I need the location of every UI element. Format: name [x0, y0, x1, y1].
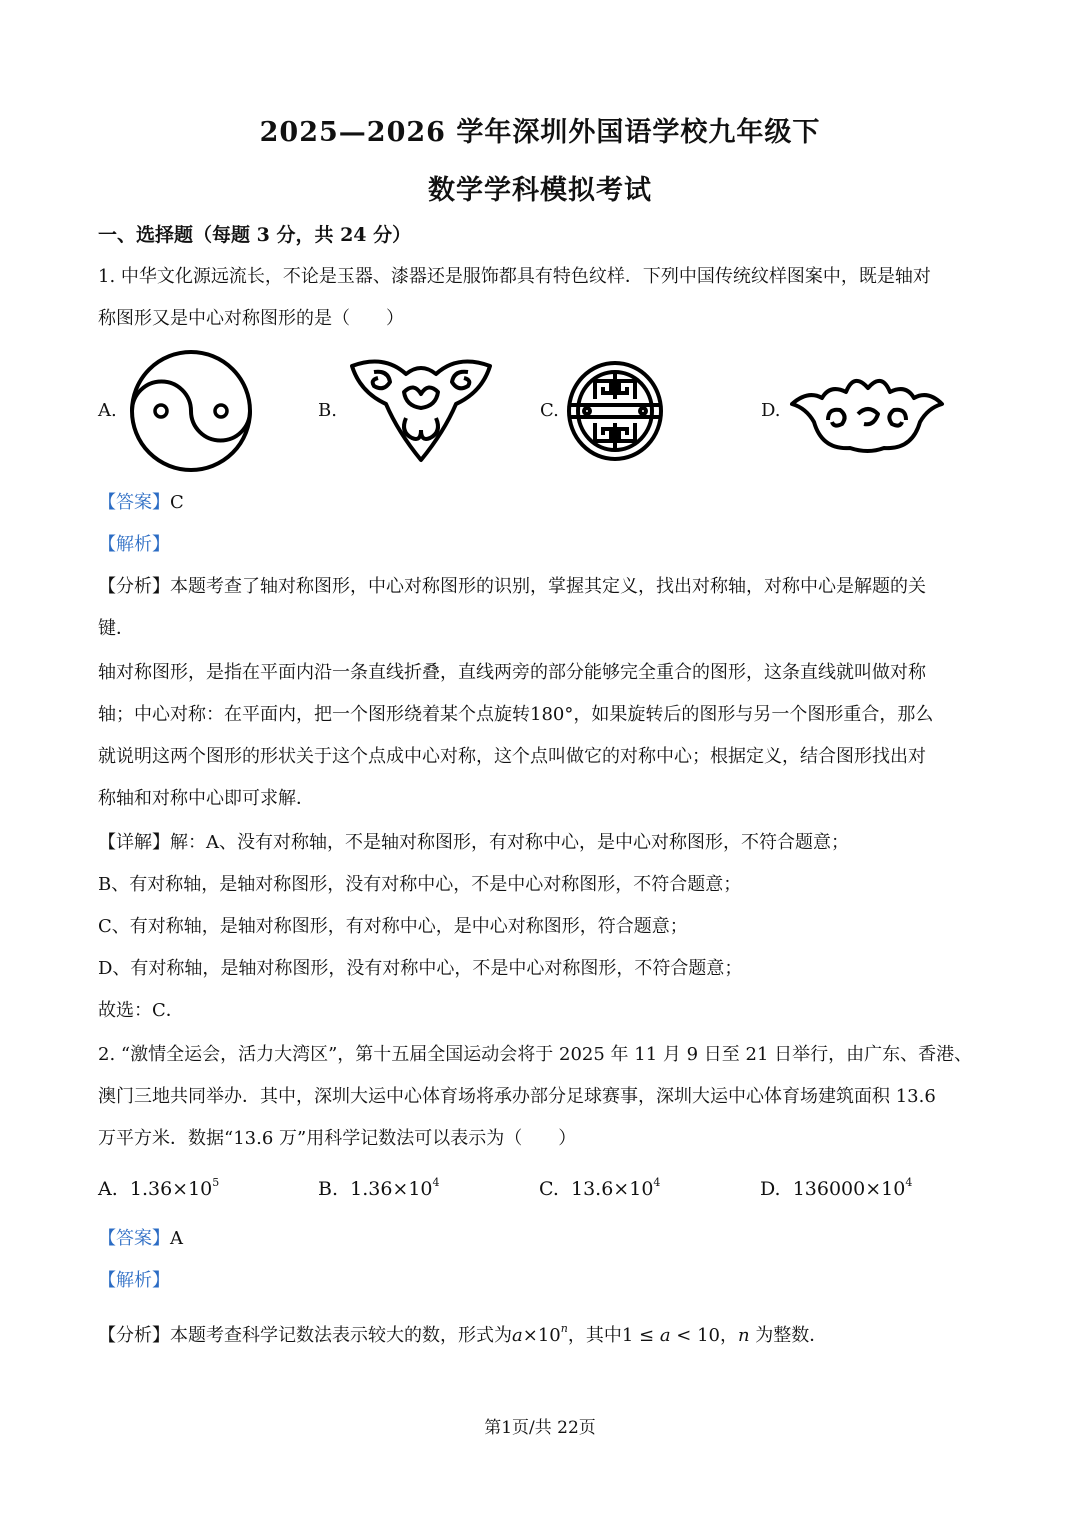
- q1-text-line1: 1. 中华文化源远流长，不论是玉器、漆器还是服饰都具有特色纹样．下列中国传统纹样图案中，既是轴对: [98, 266, 931, 287]
- exam-subtitle: 数学学科模拟考试: [428, 175, 652, 206]
- q1-analysis-line1: [98, 574, 988, 600]
- q1-detail-line2: B、有对称轴，是轴对称图形，没有对称中心，不是中心对称图形，不符合题意；: [98, 874, 742, 895]
- q1-detail-line1: [98, 830, 988, 856]
- math-exp-n: n: [560, 1322, 568, 1335]
- option-base: 1.36×10: [129, 1178, 213, 1200]
- q1-detail-line5: 故选：C．: [98, 1000, 184, 1021]
- math-a: a: [512, 1325, 523, 1346]
- math-a2: a: [659, 1325, 671, 1346]
- auspicious-cloud-icon: [788, 368, 946, 456]
- answer-tag: 【答案】: [98, 492, 170, 513]
- q1-answer-value: C: [170, 492, 184, 513]
- option-exponent: 4: [905, 1176, 913, 1189]
- q1-analysis-line2: 键．: [98, 618, 134, 639]
- q2-option-d: [760, 1176, 912, 1200]
- q2-option-b: [318, 1176, 440, 1200]
- q2-text-line2: 澳门三地共同举办．其中，深圳大运中心体育场将承办部分足球赛事，深圳大运中心体育场建筑面积 13.6: [98, 1086, 936, 1107]
- option-label: C.: [539, 1178, 559, 1200]
- q2-answer-value: A: [170, 1228, 183, 1249]
- q1-text-line2: 称图形又是中心对称图形的是（ ）: [98, 308, 404, 329]
- option-label: A.: [98, 1178, 118, 1200]
- page-footer: 第1页/共 22页: [484, 1418, 596, 1438]
- exam-title: 2025—2026 学年深圳外国语学校九年级下: [259, 117, 821, 148]
- q1-option-c-label: C.: [540, 400, 559, 421]
- q1-detail-line4: D、有对称轴，是轴对称图形，没有对称中心，不是中心对称图形，不符合题意；: [98, 958, 743, 979]
- q1-analysis-tag: 【解析】: [98, 534, 170, 555]
- analysis-head: 【分析】: [98, 576, 170, 597]
- option-exponent: 5: [212, 1176, 220, 1189]
- analysis-text-post: 为整数．: [749, 1325, 828, 1346]
- q2-option-c: [539, 1176, 660, 1200]
- detail-head: 【详解】: [98, 832, 170, 853]
- answer-tag: 【答案】: [98, 1228, 170, 1249]
- q2-text-line3: 万平方米．数据“13.6 万”用科学记数法可以表示为（ ）: [98, 1128, 577, 1149]
- analysis-text: 本题考查了轴对称图形，中心对称图形的识别，掌握其定义，找出对称轴，对称中心是解题的关: [170, 576, 926, 597]
- math-n: n: [737, 1325, 750, 1346]
- q2-answer: [98, 1226, 988, 1252]
- option-label: D.: [760, 1178, 781, 1200]
- q2-option-a: [98, 1176, 219, 1200]
- analysis-comma: ，: [719, 1325, 738, 1346]
- option-base: 13.6×10: [571, 1178, 654, 1200]
- option-label: B.: [318, 1178, 339, 1200]
- yin-yang-icon: [128, 348, 254, 474]
- longevity-symbol-icon: [565, 359, 665, 463]
- option-base: 1.36×10: [350, 1178, 433, 1200]
- q1-option-b-label: B.: [318, 400, 337, 421]
- q1-option-d-label: D.: [761, 400, 781, 421]
- math-lt-ten: < 10: [670, 1325, 720, 1346]
- q1-answer: [98, 490, 988, 516]
- option-exponent: 4: [432, 1176, 440, 1189]
- q1-analysis-line4: 轴；中心对称：在平面内，把一个图形绕着某个点旋转180°，如果旋转后的图形与另一个图形重合，那么: [98, 704, 934, 725]
- cloud-pattern-icon: [344, 352, 498, 466]
- q1-detail-line3: C、有对称轴，是轴对称图形，有对称中心，是中心对称图形，符合题意；: [98, 916, 688, 937]
- q1-analysis-line3: 轴对称图形，是指在平面内沿一条直线折叠，直线两旁的部分能够完全重合的图形，这条直线就叫做对称: [98, 662, 926, 683]
- option-base: 136000×10: [792, 1178, 906, 1200]
- q2-analysis-line: [98, 1316, 988, 1349]
- detail-text: 解：A、没有对称轴，不是轴对称图形，有对称中心，是中心对称图形，不符合题意；: [170, 832, 849, 853]
- q2-text-line1: 2. “激情全运会，活力大湾区”，第十五届全国运动会将于 2025 年 11 月 9 日至 21 日举行，由广东、香港、: [98, 1044, 973, 1065]
- option-exponent: 4: [653, 1176, 661, 1189]
- q1-option-a-label: A.: [98, 400, 117, 421]
- q2-analysis-tag: 【解析】: [98, 1270, 170, 1291]
- math-times-ten: ×10: [522, 1325, 561, 1346]
- q1-analysis-line5: 就说明这两个图形的形状关于这个点成中心对称，这个点叫做它的对称中心；根据定义，结合图形找出对: [98, 746, 926, 767]
- q1-analysis-line6: 称轴和对称中心即可求解．: [98, 788, 314, 809]
- analysis-text-pre: 本题考查科学记数法表示较大的数，形式为: [170, 1325, 512, 1346]
- analysis-text-mid: ，其中1 ≤: [567, 1325, 660, 1346]
- analysis-head: 【分析】: [98, 1325, 170, 1346]
- section-heading: 一、选择题（每题 3 分，共 24 分）: [98, 224, 412, 246]
